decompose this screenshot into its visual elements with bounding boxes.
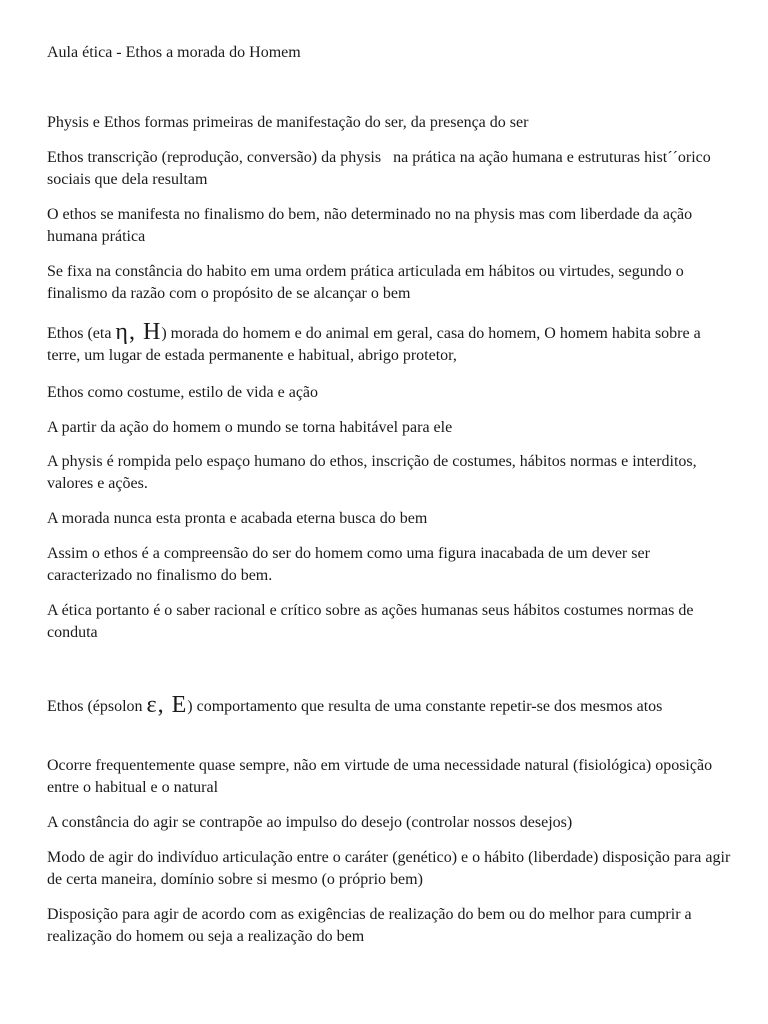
paragraph: A physis é rompida pelo espaço humano do ethos, inscrição de costumes, hábitos normas e interditos, valores e ações. bbox=[47, 453, 701, 492]
paragraph: Disposição para agir de acordo com as exigências de realização do bem ou do melhor para cumprir a realização do homem ou seja a realização do bem bbox=[47, 906, 696, 945]
paragraph: Modo de agir do indivíduo articulação entre o caráter (genético) e o hábito (liberdade) disposição para agir de certa maneira, domínio sobre si mesmo (o próprio bem) bbox=[47, 849, 735, 888]
epsilon-text-before: Ethos (épsolon bbox=[47, 698, 147, 715]
epsilon-paragraph bbox=[47, 694, 737, 718]
paragraph: Physis e Ethos formas primeiras de manifestação do ser, da presença do ser bbox=[47, 114, 529, 131]
paragraph: A ética portanto é o saber racional e crítico sobre as ações humanas seus hábitos costumes normas de conduta bbox=[47, 602, 698, 641]
eta-paragraph bbox=[47, 321, 737, 367]
paragraph: Assim o ethos é a compreensão do ser do homem como uma figura inacabada de um dever ser caracterizado no finalismo do bem. bbox=[47, 545, 654, 584]
document-title: Aula ética - Ethos a morada do Homem bbox=[47, 44, 301, 61]
paragraph: A partir da ação do homem o mundo se torna habitável para ele bbox=[47, 419, 453, 436]
paragraph: Se fixa na constância do habito em uma ordem prática articulada em hábitos ou virtudes, segundo o finalismo da razão com o propósito de se alcançar o bem bbox=[47, 263, 688, 302]
paragraph: O ethos se manifesta no finalismo do bem, não determinado no na physis mas com liberdade da ação humana prática bbox=[47, 206, 697, 245]
paragraph: Ethos como costume, estilo de vida e ação bbox=[47, 384, 319, 401]
paragraph: A morada nunca esta pronta e acabada eterna busca do bem bbox=[47, 510, 428, 527]
eta-text-after: ) morada do homem e do animal em geral, casa do homem, O homem habita sobre a terre, um lugar de estada permanente e habitual, abrigo protetor, bbox=[47, 325, 701, 364]
epsilon-text-after: ) comportamento que resulta de uma constante repetir-se dos mesmos atos bbox=[187, 698, 663, 715]
eta-text-before: Ethos (eta bbox=[47, 325, 116, 342]
paragraph: Ocorre frequentemente quase sempre, não em virtude de uma necessidade natural (fisiológica) oposição entre o habitual e o natural bbox=[47, 757, 717, 796]
paragraph: Ethos transcrição (reprodução, conversão) da physis na prática na ação humana e estruturas hist´´orico sociais que dela resultam bbox=[47, 149, 715, 188]
greek-eta-symbol: η, H bbox=[115, 319, 162, 345]
greek-epsilon-symbol: ε, E bbox=[146, 692, 188, 718]
paragraph: A constância do agir se contrapõe ao impulso do desejo (controlar nossos desejos) bbox=[47, 814, 573, 831]
